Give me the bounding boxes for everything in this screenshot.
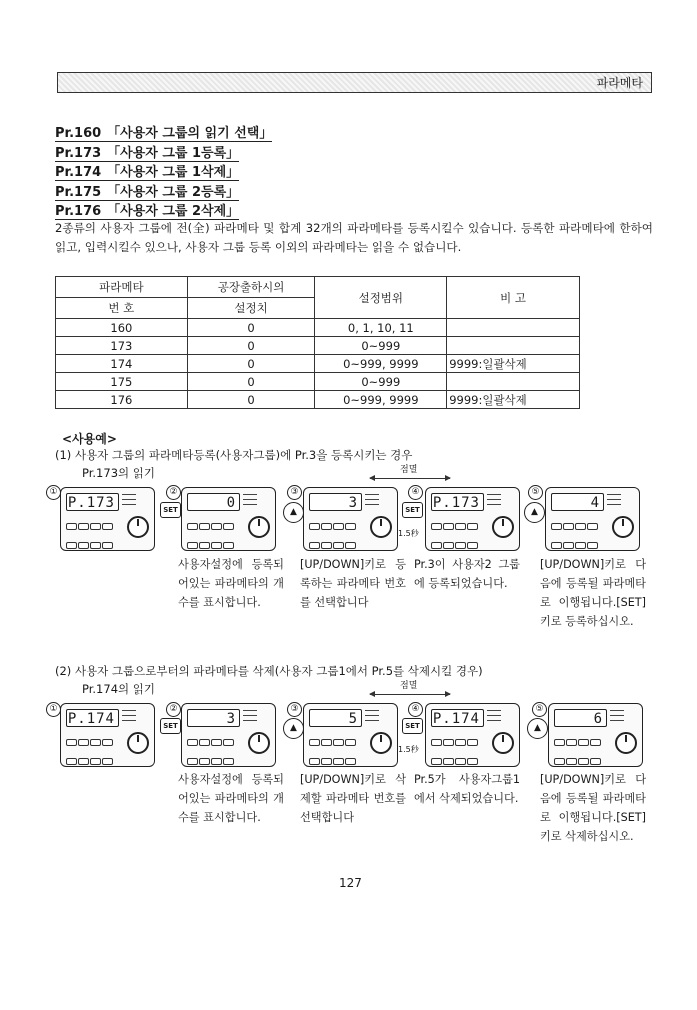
pr-number: Pr.160 xyxy=(55,126,102,141)
case1-title: (1) 사용자 그룹의 파라메타등록(사용자그룹)에 Pr.3을 등록시키는 경우 xyxy=(55,448,413,462)
blink-label: 점멸 xyxy=(400,681,418,691)
cell-factory: 0 xyxy=(187,355,315,373)
indicator-lamps xyxy=(365,710,379,725)
pr-title-160 xyxy=(55,124,655,144)
pr-number: Pr.176 xyxy=(55,204,102,219)
cell-range: 0~999 xyxy=(315,337,447,355)
panel-display: P.174 xyxy=(66,709,119,727)
panel-display: P.173 xyxy=(66,493,119,511)
page-number: 127 xyxy=(339,876,362,890)
section-title: 파라메타 xyxy=(596,76,643,90)
col-header-param-no-2: 번 호 xyxy=(56,298,188,319)
operation-panel xyxy=(425,703,520,767)
example-heading: <사용예> xyxy=(62,432,117,446)
panel-keys xyxy=(187,518,243,556)
step-number: ④ xyxy=(408,702,423,717)
set-key-icon: SET xyxy=(160,502,181,518)
panel-keys xyxy=(66,518,122,556)
indicator-lamps xyxy=(487,710,501,725)
indicator-lamps xyxy=(243,494,257,509)
pr-name: 「사용자 그룹 2삭제」 xyxy=(107,204,240,219)
up-key-icon: ▲ xyxy=(527,718,548,739)
pr-title-175 xyxy=(55,183,655,203)
cell-factory: 0 xyxy=(187,337,315,355)
setting-dial-icon xyxy=(492,516,514,538)
setting-dial-icon xyxy=(370,516,392,538)
set-key-icon: SET xyxy=(402,502,423,518)
cell-note xyxy=(447,373,580,391)
panel-keys xyxy=(431,734,487,772)
setting-dial-icon xyxy=(127,516,149,538)
step-description: 사용자설정에 등록되어있는 파라메타의 개수를 표시합니다. xyxy=(178,558,284,609)
operation-panel xyxy=(181,703,276,767)
step-number: ② xyxy=(166,702,181,717)
table-row xyxy=(56,319,580,337)
indicator-lamps xyxy=(122,494,136,509)
indicator-lamps xyxy=(243,710,257,725)
operation-panel xyxy=(181,487,276,551)
pr-name: 「사용자 그룹의 읽기 선택」 xyxy=(107,126,273,141)
case2-subtitle: Pr.174의 읽기 xyxy=(82,682,155,696)
up-key-icon: ▲ xyxy=(283,718,304,739)
pr-name: 「사용자 그룹 1삭제」 xyxy=(107,165,240,180)
case1-subtitle: Pr.173의 읽기 xyxy=(82,466,155,480)
cell-range: 0~999, 9999 xyxy=(315,391,447,409)
set-key-icon: SET xyxy=(402,718,423,734)
panel-display: P.173 xyxy=(431,493,484,511)
panel-keys xyxy=(309,734,365,772)
operation-panel xyxy=(548,703,643,767)
panel-keys xyxy=(66,734,122,772)
step-number: ① xyxy=(46,485,61,500)
cell-no: 160 xyxy=(56,319,188,337)
pr-number: Pr.174 xyxy=(55,165,102,180)
operation-panel xyxy=(60,487,155,551)
operation-panel xyxy=(545,487,640,551)
seconds-label: 1.5秒 xyxy=(398,745,419,754)
table-header-row xyxy=(56,277,580,298)
step-description: Pr.3이 사용자2 그룹에 등록되었습니다. xyxy=(414,558,520,590)
setting-dial-icon xyxy=(248,516,270,538)
operation-panel xyxy=(60,703,155,767)
panel-display: 3 xyxy=(309,493,362,511)
blink-arrow xyxy=(370,694,450,695)
setting-dial-icon xyxy=(370,732,392,754)
step-description: 사용자설정에 등록되어있는 파라메타의 개수를 표시합니다. xyxy=(178,773,284,824)
panel-display: 5 xyxy=(309,709,362,727)
pr-title-174 xyxy=(55,163,655,183)
pr-title-173 xyxy=(55,144,655,164)
col-header-range: 설정범위 xyxy=(315,277,447,319)
step-number: ⑤ xyxy=(532,702,547,717)
blink-arrow xyxy=(370,478,450,479)
operation-panel xyxy=(303,703,398,767)
panel-keys xyxy=(551,518,607,556)
cell-note xyxy=(447,319,580,337)
step-number: ⑤ xyxy=(528,485,543,500)
blink-label: 점멸 xyxy=(400,465,418,475)
step-number: ③ xyxy=(287,702,302,717)
panel-keys xyxy=(554,734,610,772)
table-row xyxy=(56,355,580,373)
step-description: Pr.5가 사용자그룹1에서 삭제되었습니다. xyxy=(414,773,520,805)
setting-dial-icon xyxy=(612,516,634,538)
step-description: [UP/DOWN]키로 다음에 등록될 파라메타로 이행됩니다.[SET]키로 삭제하십시오. xyxy=(540,773,646,843)
operation-panel xyxy=(303,487,398,551)
pr-number: Pr.175 xyxy=(55,184,102,200)
indicator-lamps xyxy=(607,494,621,509)
step-description: [UP/DOWN]키로 삭제할 파라메타 번호를 선택합니다 xyxy=(300,773,406,824)
cell-note: 9999:일괄삭제 xyxy=(447,391,580,409)
cell-no: 176 xyxy=(56,391,188,409)
cell-factory: 0 xyxy=(187,319,315,337)
step-description: [UP/DOWN]키로 등록하는 파라메타 번호를 선택합니다 xyxy=(300,558,406,609)
seconds-label: 1.5秒 xyxy=(398,529,419,538)
step-number: ① xyxy=(46,702,61,717)
col-header-param-no: 파라메타 xyxy=(56,277,188,298)
cell-factory: 0 xyxy=(187,373,315,391)
parameter-title-list xyxy=(55,124,655,222)
panel-display: 0 xyxy=(187,493,240,511)
intro-paragraph: 2종류의 사용자 그룹에 전(全) 파라메타 및 합계 32개의 파라메타를 등록시킬수 있습니다. 등록한 파라메타에 한하여 읽고, 입력시킬수 있으나, 사용자 그룹 등록 이외의 파라메타는 읽을 수 없습니다. xyxy=(55,221,653,254)
indicator-lamps xyxy=(610,710,624,725)
cell-note: 9999:일괄삭제 xyxy=(447,355,580,373)
table-row xyxy=(56,373,580,391)
indicator-lamps xyxy=(487,494,501,509)
cell-factory: 0 xyxy=(187,391,315,409)
cell-no: 173 xyxy=(56,337,188,355)
step-number: ④ xyxy=(408,485,423,500)
step-description: [UP/DOWN]키로 다음에 등록될 파라메타로 이행됩니다.[SET]키로 등록하십시오. xyxy=(540,558,646,628)
step-number: ③ xyxy=(287,485,302,500)
panel-keys xyxy=(431,518,487,556)
indicator-lamps xyxy=(122,710,136,725)
pr-name: 「사용자 그룹 1등록」 xyxy=(107,145,240,161)
cell-range: 0~999, 9999 xyxy=(315,355,447,373)
panel-keys xyxy=(187,734,243,772)
pr-number: Pr.173 xyxy=(55,145,102,161)
up-key-icon: ▲ xyxy=(283,502,304,523)
setting-dial-icon xyxy=(615,732,637,754)
set-key-icon: SET xyxy=(160,718,181,734)
table-row xyxy=(56,391,580,409)
cell-note xyxy=(447,337,580,355)
case2-title: (2) 사용자 그룹으로부터의 파라메타를 삭제(사용자 그룹1에서 Pr.5를 삭제시킬 경우) xyxy=(55,664,483,678)
indicator-lamps xyxy=(365,494,379,509)
panel-display: 4 xyxy=(551,493,604,511)
operation-panel xyxy=(425,487,520,551)
cell-no: 174 xyxy=(56,355,188,373)
setting-dial-icon xyxy=(127,732,149,754)
col-header-factory-2: 설정치 xyxy=(187,298,315,319)
section-header xyxy=(57,72,652,93)
step-number: ② xyxy=(166,485,181,500)
up-key-icon: ▲ xyxy=(524,502,545,523)
cell-range: 0, 1, 10, 11 xyxy=(315,319,447,337)
panel-display: 3 xyxy=(187,709,240,727)
parameter-table xyxy=(55,276,580,409)
col-header-note: 비 고 xyxy=(447,277,580,319)
cell-no: 175 xyxy=(56,373,188,391)
setting-dial-icon xyxy=(492,732,514,754)
col-header-factory: 공장출하시의 xyxy=(187,277,315,298)
panel-keys xyxy=(309,518,365,556)
pr-name: 「사용자 그룹 2등록」 xyxy=(107,184,240,200)
panel-display: P.174 xyxy=(431,709,484,727)
setting-dial-icon xyxy=(248,732,270,754)
cell-range: 0~999 xyxy=(315,373,447,391)
panel-display: 6 xyxy=(554,709,607,727)
table-row xyxy=(56,337,580,355)
